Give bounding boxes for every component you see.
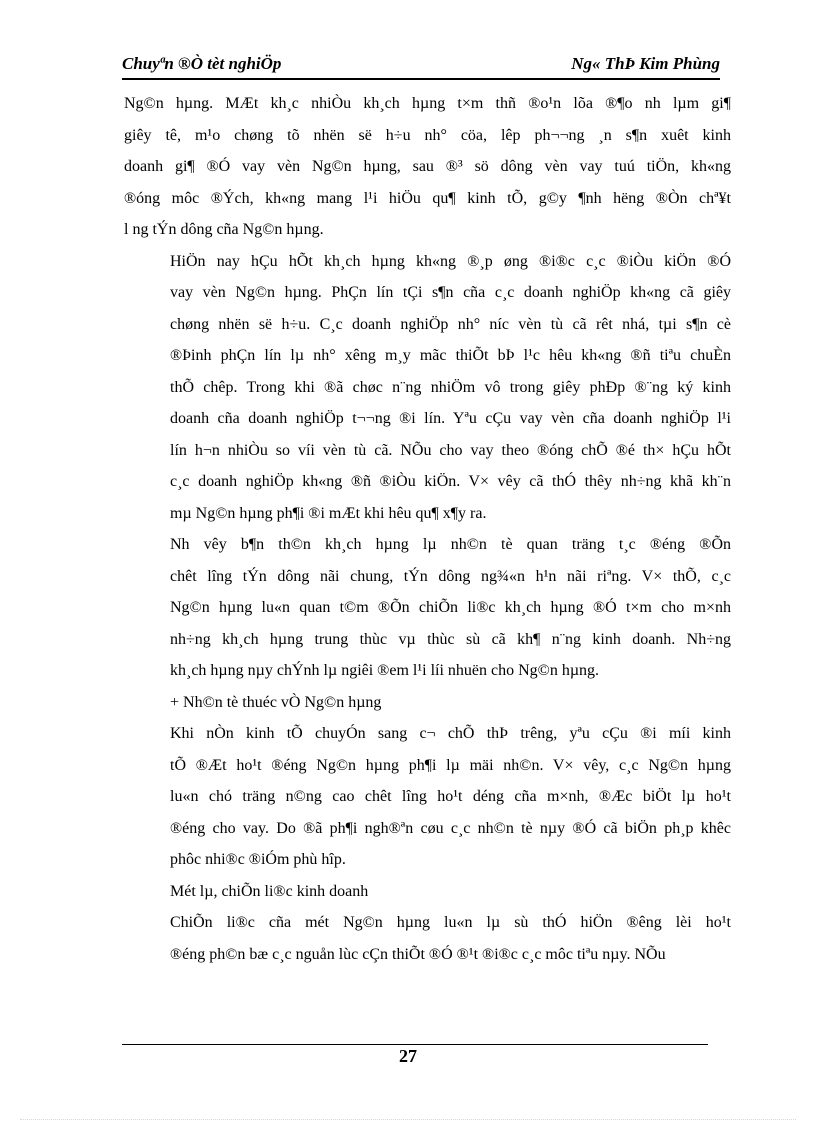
text-line: lín h¬n nhiÒu so víi vèn tù cã. NÕu cho vay theo ®óng chÕ ®é th× hÇu hÕt [170,441,731,459]
paragraph [124,876,731,908]
paragraph [124,529,731,687]
paragraph [124,907,731,970]
text-line: Ng©n hµng. MÆt kh¸c nhiÒu kh¸ch hµng t×m thñ ®o¹n lõa ®¶o nh lµm gi¶ [124,95,731,112]
paragraph [124,246,731,530]
text-line: Khi nÒn kinh tÕ chuyÓn sang c¬ chÕ thÞ trêng, yªu cÇu ®i míi kinh [170,725,731,742]
text-line: nh÷ng kh¸ch hµng trung thùc vµ thùc sù cã kh¶ n¨ng kinh doanh. Nh÷ng [170,630,731,648]
page-number: 27 [399,1046,417,1066]
text-line: Nh vêy b¶n th©n kh¸ch hµng lµ nh©n tè quan träng t¸c ®éng ®Õn [170,536,731,553]
text-line: l ng tÝn dông cña Ng©n hµng. [124,221,324,238]
text-line: giêy tê, m¹o chøng tõ nhën së h÷u nh° cöa, lêp ph¬¬ng ¸n s¶n xuêt kinh [124,126,731,144]
text-line: vay vèn Ng©n hµng. PhÇn lín tÇi s¶n cña c¸c doanh nghiÖp kh«ng cã giêy [170,284,731,301]
footer-rule [122,1044,708,1045]
paragraph [124,687,731,719]
text-line: mµ Ng©n hµng ph¶i ®i mÆt khi hêu qu¶ x¶y ra. [170,504,487,522]
paragraph [124,88,731,246]
text-line: ®óng môc ®Ých, kh«ng mang l¹i hiÖu qu¶ kinh tÕ, g©y ¶nh hëng ®Òn chª¥t [124,189,731,207]
text-line: tÕ ®Æt ho¹t ®éng Ng©n hµng ph¶i lµ mäi nh©n. V× vêy, c¸c Ng©n hµng [170,756,731,774]
text-line: thÕ chêp. Trong khi ®ã chøc n¨ng nhiÖm vô trong giêy phÐp ®¨ng ký kinh [170,378,731,396]
text-line: doanh cña doanh nghiÖp t¬¬ng ®i lín. Yªu cÇu vay vèn cña doanh nghiÖp l¹i [170,410,731,427]
text-line: ®Þinh phÇn lín lµ nh° xêng m¸y mãc thiÕt bÞ l¹c hêu kh«ng ®ñ tiªu chuÈn [170,347,731,364]
page-edge-divider [20,1119,796,1120]
text-line: doanh gi¶ ®Ó vay vèn Ng©n hµng, sau ®³ sö dông vèn vay tuú tiÖn, kh«ng [124,158,731,175]
text-line: ®éng cho vay. Do ®ã ph¶i ngh®ªn cøu c¸c nh©n tè nµy ®Ó cã biÖn ph¸p khêc [170,819,731,837]
text-line: lu«n chó träng n©ng cao chêt lîng ho¹t déng cña m×nh, ®Æc biÖt lµ ho¹t [170,788,731,805]
text-line: ®éng ph©n bæ c¸c nguån lùc cÇn thiÕt ®Ó ®¹t ®i®c c¸c môc tiªu nµy. NÕu [170,945,666,963]
text-line: Mét lµ, chiÕn li®c kinh doanh [170,882,369,900]
paragraph [124,718,731,876]
text-line: Ng©n hµng lu«n quan t©m ®Õn chiÕn li®c kh¸ch hµng ®Ó t×m cho m×nh [170,599,731,616]
text-line: phôc nhi®c ®iÓm phù hîp. [170,851,346,868]
text-line: chêt lîng tÝn dông nãi chung, tÝn dông ng¾«n h¹n nãi riªng. V× thÕ, c¸c [170,567,731,585]
header-author: Ng« ThÞ Kim Phùng [571,54,720,73]
text-line: ChiÕn li®c cña mét Ng©n hµng lu«n lµ sù thÓ hiÖn ®êng lèi ho¹t [170,914,731,931]
document-body [124,88,731,970]
text-line: chøng nhën së h÷u. C¸c doanh nghiÖp nh° níc vèn tù cã rêt nhá, tµi s¶n cè [170,315,731,333]
text-line: c¸c doanh nghiÖp kh«ng ®ñ ®iÒu kiÖn. V× vêy cã thÓ thêy nh÷ng khã kh¨n [170,473,731,490]
text-line: kh¸ch hµng nµy chÝnh lµ ngiêi ®em l¹i líi nhuën cho Ng©n hµng. [170,662,600,679]
page-header [122,52,720,80]
text-line: HiÖn nay hÇu hÕt kh¸ch hµng kh«ng ®¸p øng ®i®c c¸c ®iÒu kiÖn ®Ó [170,252,731,270]
header-title: Chuyªn ®Ò tèt nghiÖp [122,54,282,73]
text-line: + Nh©n tè thuéc vÒ Ng©n hµng [170,693,382,711]
